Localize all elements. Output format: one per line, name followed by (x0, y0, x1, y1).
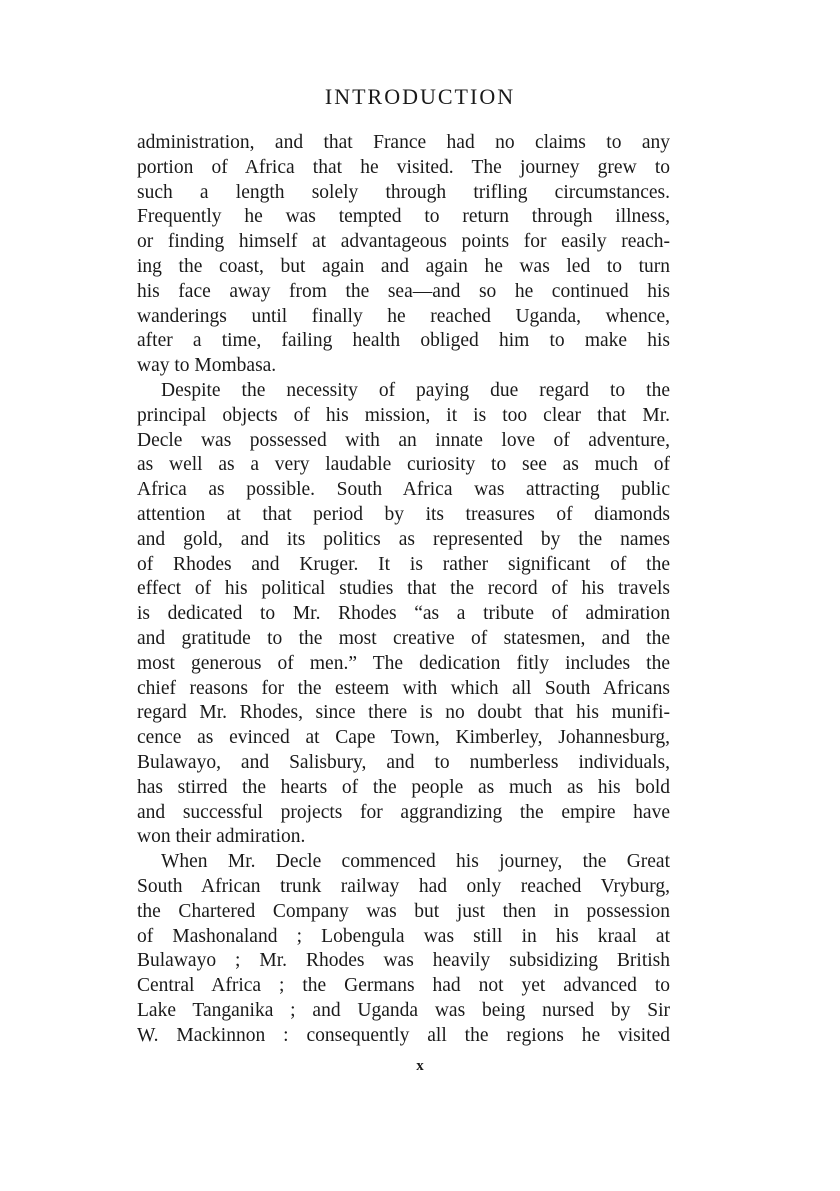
text-line: When Mr. Decle commenced his journey, the Great (161, 851, 670, 873)
text-line: effect of his political studies that the record of his travels (137, 578, 670, 600)
paragraph (137, 850, 670, 1048)
text-line: Central Africa ; the Germans had not yet advanced to (137, 975, 670, 997)
text-line: Bulawayo, and Salisbury, and to numberless individuals, (137, 751, 670, 773)
text-line: administration, and that France had no claims to any (137, 132, 670, 153)
text-line: Frequently he was tempted to return through illness, (137, 206, 670, 228)
text-line: after a time, failing health obliged him to make his (137, 330, 670, 352)
text-line: South African trunk railway had only reached Vryburg, (137, 875, 670, 897)
paragraph (137, 131, 670, 379)
text-line: regard Mr. Rhodes, since there is no doubt that his munifi- (137, 702, 670, 724)
text-line: ing the coast, but again and again he was led to turn (137, 255, 670, 277)
text-line: principal objects of his mission, it is too clear that Mr. (137, 404, 670, 426)
text-line: portion of Africa that he visited. The journey grew to (137, 156, 670, 178)
running-head: INTRODUCTION (324, 84, 516, 109)
text-line: of Rhodes and Kruger. It is rather significant of the (137, 553, 670, 575)
paragraph (137, 379, 670, 850)
text-line: of Mashonaland ; Lobengula was still in his kraal at (137, 925, 670, 947)
text-line: as well as a very laudable curiosity to see as much of (137, 454, 670, 476)
text-line: attention at that period by its treasures of diamonds (137, 503, 670, 525)
text-line: won their admiration. (137, 826, 306, 848)
text-line: Decle was possessed with an innate love of adventure, (137, 429, 670, 451)
text-line: way to Mombasa. (137, 355, 277, 377)
text-line: Africa as possible. South Africa was attracting public (137, 479, 670, 501)
text-line: most generous of men.” The dedication fitly includes the (137, 652, 670, 674)
text-line: and successful projects for aggrandizing the empire have (137, 801, 670, 823)
text-line: or finding himself at advantageous points for easily reach- (137, 231, 670, 253)
text-line: has stirred the hearts of the people as much as his bold (137, 776, 670, 798)
text-line: wanderings until finally he reached Uganda, whence, (137, 305, 670, 327)
body-text (137, 131, 670, 1048)
text-line: his face away from the sea—and so he continued his (137, 280, 670, 302)
text-line: Despite the necessity of paying due regard to the (161, 379, 670, 401)
text-line: Bulawayo ; Mr. Rhodes was heavily subsidizing British (137, 950, 670, 972)
text-line: is dedicated to Mr. Rhodes “as a tribute of admiration (137, 603, 670, 625)
text-line: such a length solely through trifling circumstances. (137, 181, 670, 203)
text-line: chief reasons for the esteem with which all South Africans (137, 677, 670, 699)
text-line: cence as evinced at Cape Town, Kimberley, Johannesburg, (137, 727, 670, 749)
text-line: Lake Tanganika ; and Uganda was being nursed by Sir (137, 999, 670, 1021)
text-line: the Chartered Company was but just then in possession (137, 900, 670, 922)
text-line: and gold, and its politics as represented by the names (137, 528, 670, 550)
text-line: and gratitude to the most creative of statesmen, and the (137, 627, 670, 649)
page-number: x (416, 1058, 424, 1074)
text-line: W. Mackinnon : consequently all the regions he visited (137, 1024, 670, 1046)
